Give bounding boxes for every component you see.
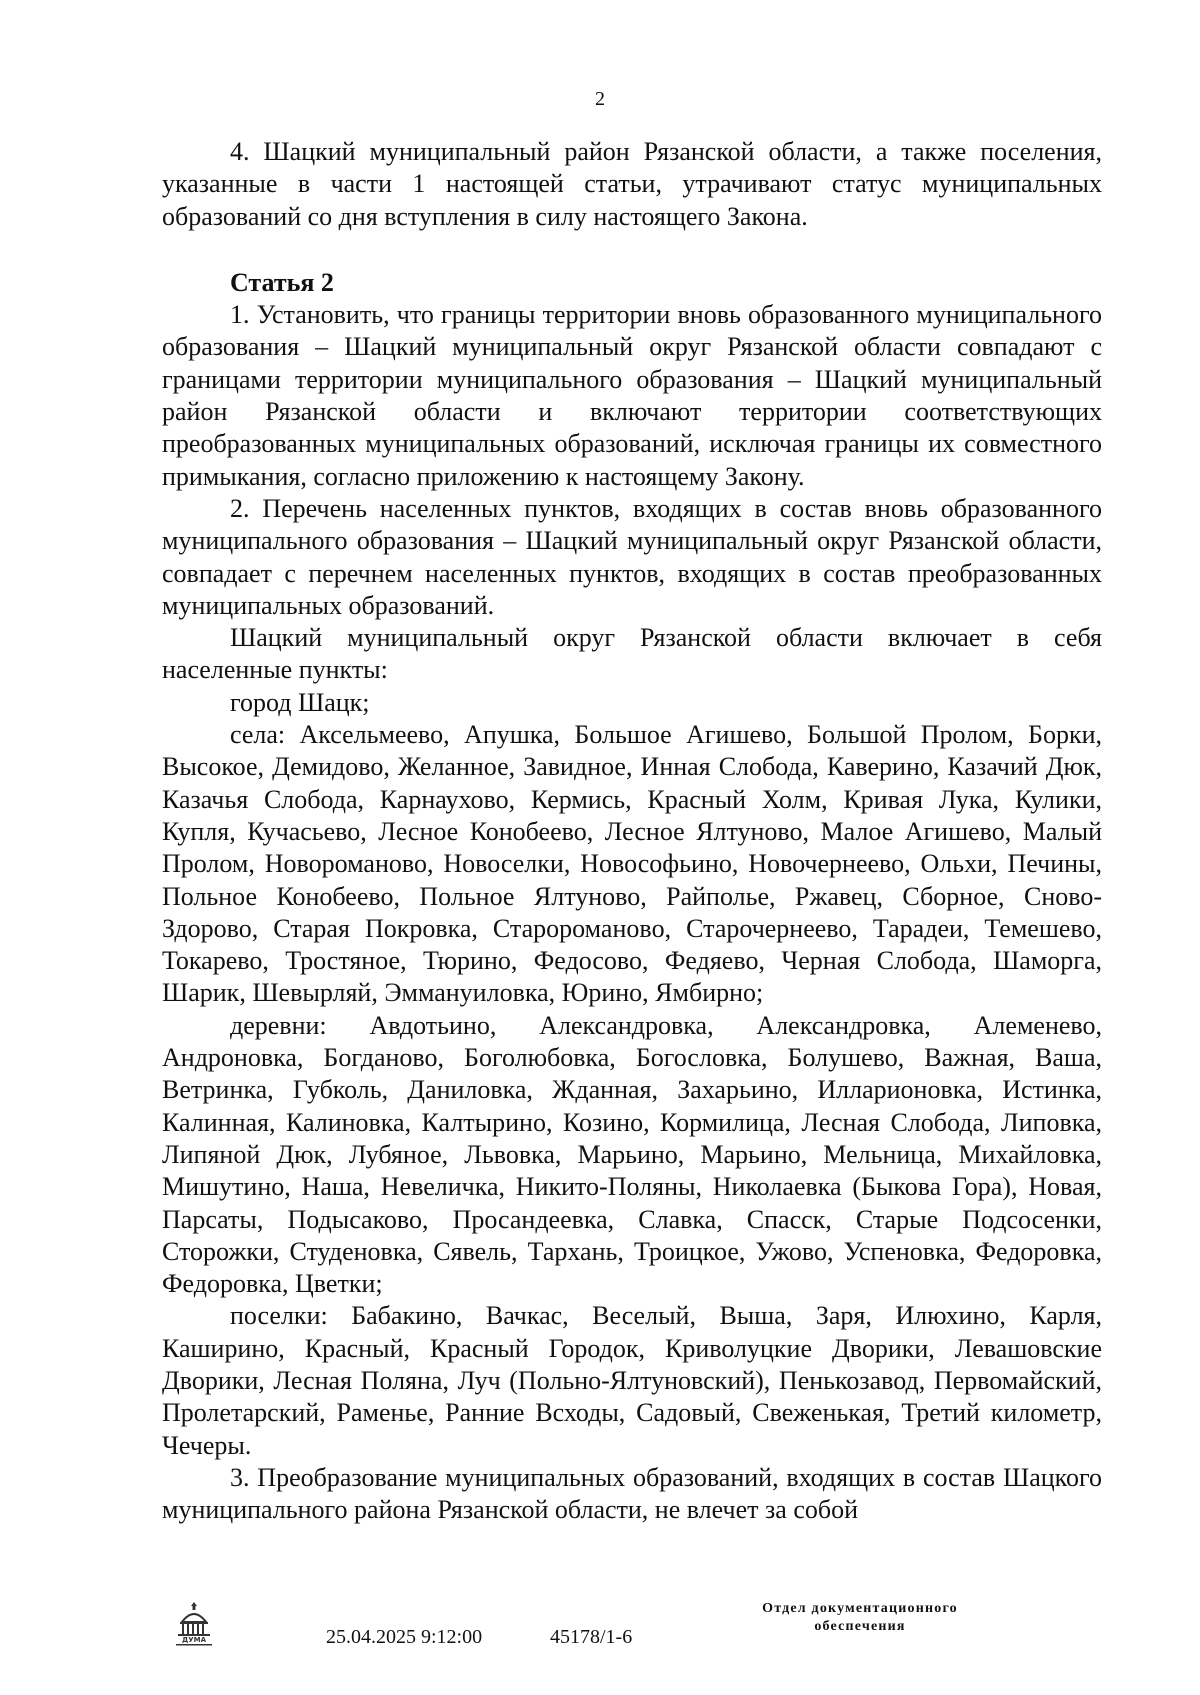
registration-number: 45178/1-6 [550, 1626, 633, 1648]
duma-emblem-icon [172, 1600, 216, 1648]
document-date: 25.04.2025 9:12:00 [326, 1626, 483, 1648]
paragraph-4: 4. Шацкий муниципальный район Рязанской области, а также поселения, указанные в части 1 настоящей статьи, утрачивают статус муниципальных образований со дня вступления в силу настоящего Закона. [162, 137, 1102, 231]
article-heading: Статья 2 [230, 267, 334, 297]
includes-paragraph: Шацкий муниципальный округ Рязанской области включает в себя населенные пункты: [162, 623, 1102, 685]
stamp-line-1: Отдел документационного [762, 1601, 958, 1616]
page-number: 2 [595, 88, 605, 110]
hamlets-list: деревни: Авдотьино, Александровка, Александровка, Алеменево, Андроновка, Богданово, Боголюбовка, Богословка, Болушево, Важная, Ваша, Ветринка, Губколь, Даниловка, Жданная, Захарьино, Илларионовка, Истинка, Калинная, Калиновка, Калтырино, Козино, Кормилица, Лесная Слобода, Липовка, Липяной Дюк, Лубяное, Львовка, Марьино, Марьино, Мельница, Михайловка, Мишутино, Наша, Невеличка, Никито-Поляны, Николаевка (Быкова Гора), Новая, Парсаты, Подысаково, Просандеевка, Славка, Спасск, Старые Подсосенки, Сторожки, Студеновка, Сявель, Тархань, Троицкое, Ужово, Успеновка, Федоровка, Федоровка, Цветки; [162, 1010, 1102, 1299]
villages-list: села: Аксельмеево, Апушка, Большое Агишево, Большой Пролом, Борки, Высокое, Демидово, Желанное, Завидное, Инная Слобода, Каверино, Казачий Дюк, Казачья Слобода, Карнаухово, Кермись, Красный Холм, Кривая Лука, Кулики, Купля, Кучасьево, Лесное Конобеево, Лесное Ялтуново, Малое Агишево, Малый Пролом, Новороманово, Новоселки, Новософьино, Новочернеево, Ольхи, Печины, Польное Конобеево, Польное Ялтуново, Райполье, Ржавец, Сборное, Сново-Здорово, Старая Покровка, Староромановo, Старочернеево, Тарадеи, Темешево, Токарево, Тростяное, Тюрино, Федосово, Федяево, Черная Слобода, Шаморга, Шарик, Шевырляй, Эммануиловка, Юрино, Ямбирно; [162, 720, 1102, 1008]
logo-label: ДУМА [181, 1636, 207, 1644]
document-body [162, 136, 1102, 1526]
article2-part2: 2. Перечень населенных пунктов, входящих в состав вновь образованного муниципального образования – Шацкий муниципальный округ Рязанской области, совпадает с перечнем населенных пунктов, входящих в состав преобразованных муниципальных образований. [162, 493, 1102, 620]
article2-part3: 3. Преобразование муниципальных образований, входящих в состав Шацкого муниципального района Рязанской области, не влечет за собой [162, 1462, 1102, 1525]
article2-part1: 1. Установить, что границы территории вновь образованного муниципального образования – Шацкий муниципальный округ Рязанской области совпадают с границами территории муниципального образования – Шацкий муниципальный район Рязанской области и включают территории соответствующих преобразованных муниципальных образований, исключая границы их совместного примыкания, согласно приложению к настоящему Закону. [162, 300, 1102, 491]
stamp-line-2: обеспечения [814, 1619, 906, 1634]
city-item: город Шацк; [230, 687, 370, 717]
department-stamp [720, 1600, 1000, 1636]
settlements-list: поселки: Бабакино, Вачкас, Веселый, Выша, Заря, Илюхино, Карля, Каширино, Красный, Красный Городок, Криволуцкие Дворики, Левашовские Дворики, Лесная Поляна, Луч (Польно-Ялтуновский), Пенькозавод, Первомайский, Пролетарский, Раменье, Ранние Всходы, Садовый, Свеженькая, Третий километр, Чечеры. [162, 1301, 1102, 1460]
duma-logo [172, 1600, 216, 1648]
